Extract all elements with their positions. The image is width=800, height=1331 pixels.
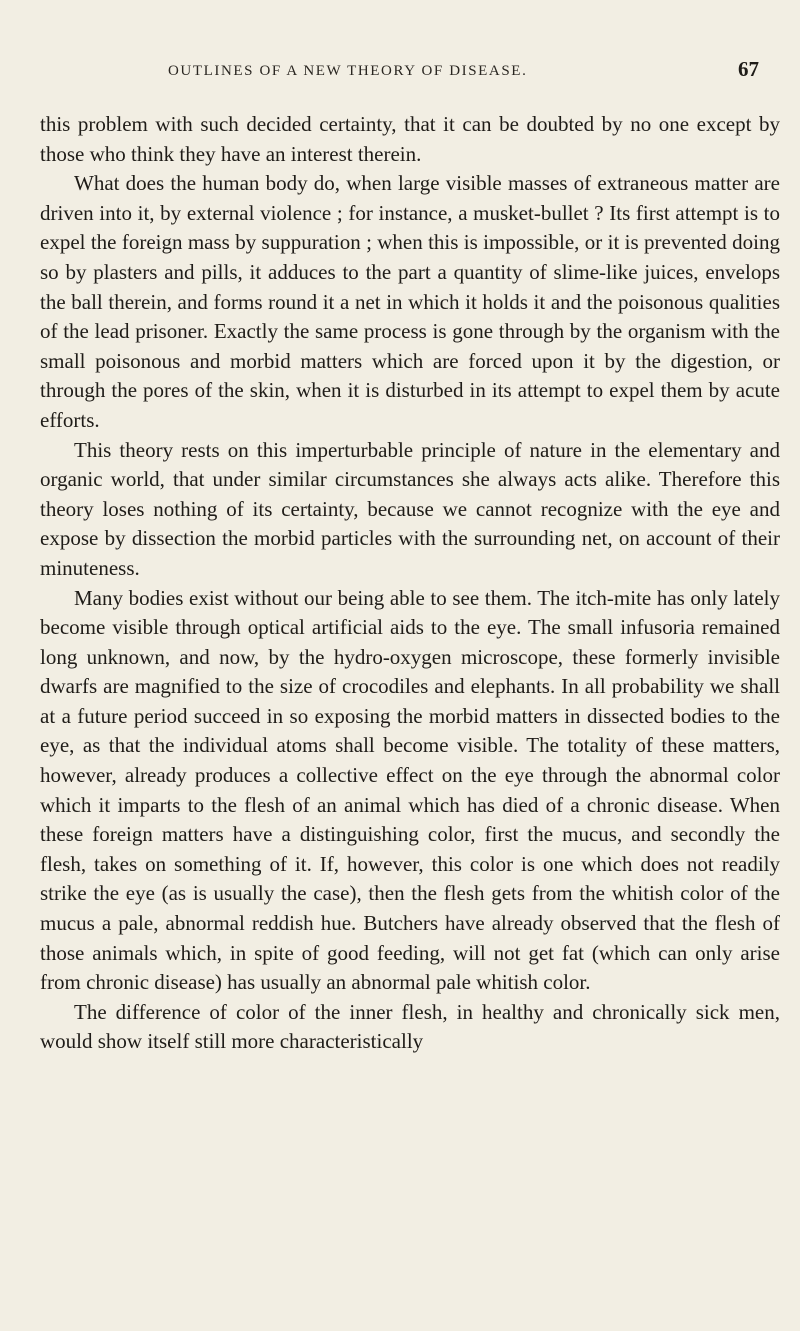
paragraph-flesh-color: The difference of color of the inner flesh, in healthy and chronically sick men, would show itself still more characteristically [40,999,780,1054]
running-head [0,56,800,86]
paragraph-musket-bullet: What does the human body do, when large visible masses of extraneous matter are driven into it, by external violence ; for instance, a musket-bullet ? Its first attempt is to expel the foreign mass by suppuration ; when this is impossible, or it is prevented doing so by plasters and pills, it adduces to the part a quantity of slime-like juices, envelops the ball therein, and forms round it a net in which it holds it and the poisonous qualities of the lead prisoner. Exactly the same process is gone through by the organism with the small poisonous and morbid matters which are forced upon it by the digestion, or through the pores of the skin, when it is disturbed in its attempt to expel them by acute efforts. [40,171,780,432]
page-number: 67 [738,57,759,81]
paragraph-theory-principle: This theory rests on this imperturbable principle of nature in the elementary and organic world, that under similar circumstances she always acts alike. Therefore this theory loses nothing of its certainty, because we cannot recognize with the eye and expose by dissection the morbid particles with the surrounding net, on account of their minuteness. [40,437,780,580]
body-text [40,110,780,1057]
paragraph-continuation: this problem with such decided certainty, that it can be doubted by no one except by those who think they have an interest therein. [40,112,780,166]
paragraph-invisible-bodies: Many bodies exist without our being able to see them. The itch-mite has only lately become visible through optical artificial aids to the eye. The small infusoria remained long unknown, and now, by the hydro-oxygen microscope, these formerly invisible dwarfs are magnified to the size of crocodiles and elephants. In all probability we shall at a future period succeed in so exposing the morbid matters in dissected bodies to the eye, as that the individual atoms shall become visible. The totality of these matters, however, already produces a collective effect on the eye through the abnormal color which it imparts to the flesh of an animal which has died of a chronic disease. When these foreign matters have a distinguishing color, first the mucus, and secondly the flesh, takes on something of it. If, however, this color is one which does not readily strike the eye (as is usually the case), then the flesh gets from the whitish color of the mucus a pale, abnormal reddish hue. Butchers have already observed that the flesh of those animals which, in spite of good feeding, will not get fat (which can only arise from chronic disease) has usually an abnormal pale whitish color. [40,585,780,995]
running-title: OUTLINES OF A NEW THEORY OF DISEASE. [168,63,528,79]
